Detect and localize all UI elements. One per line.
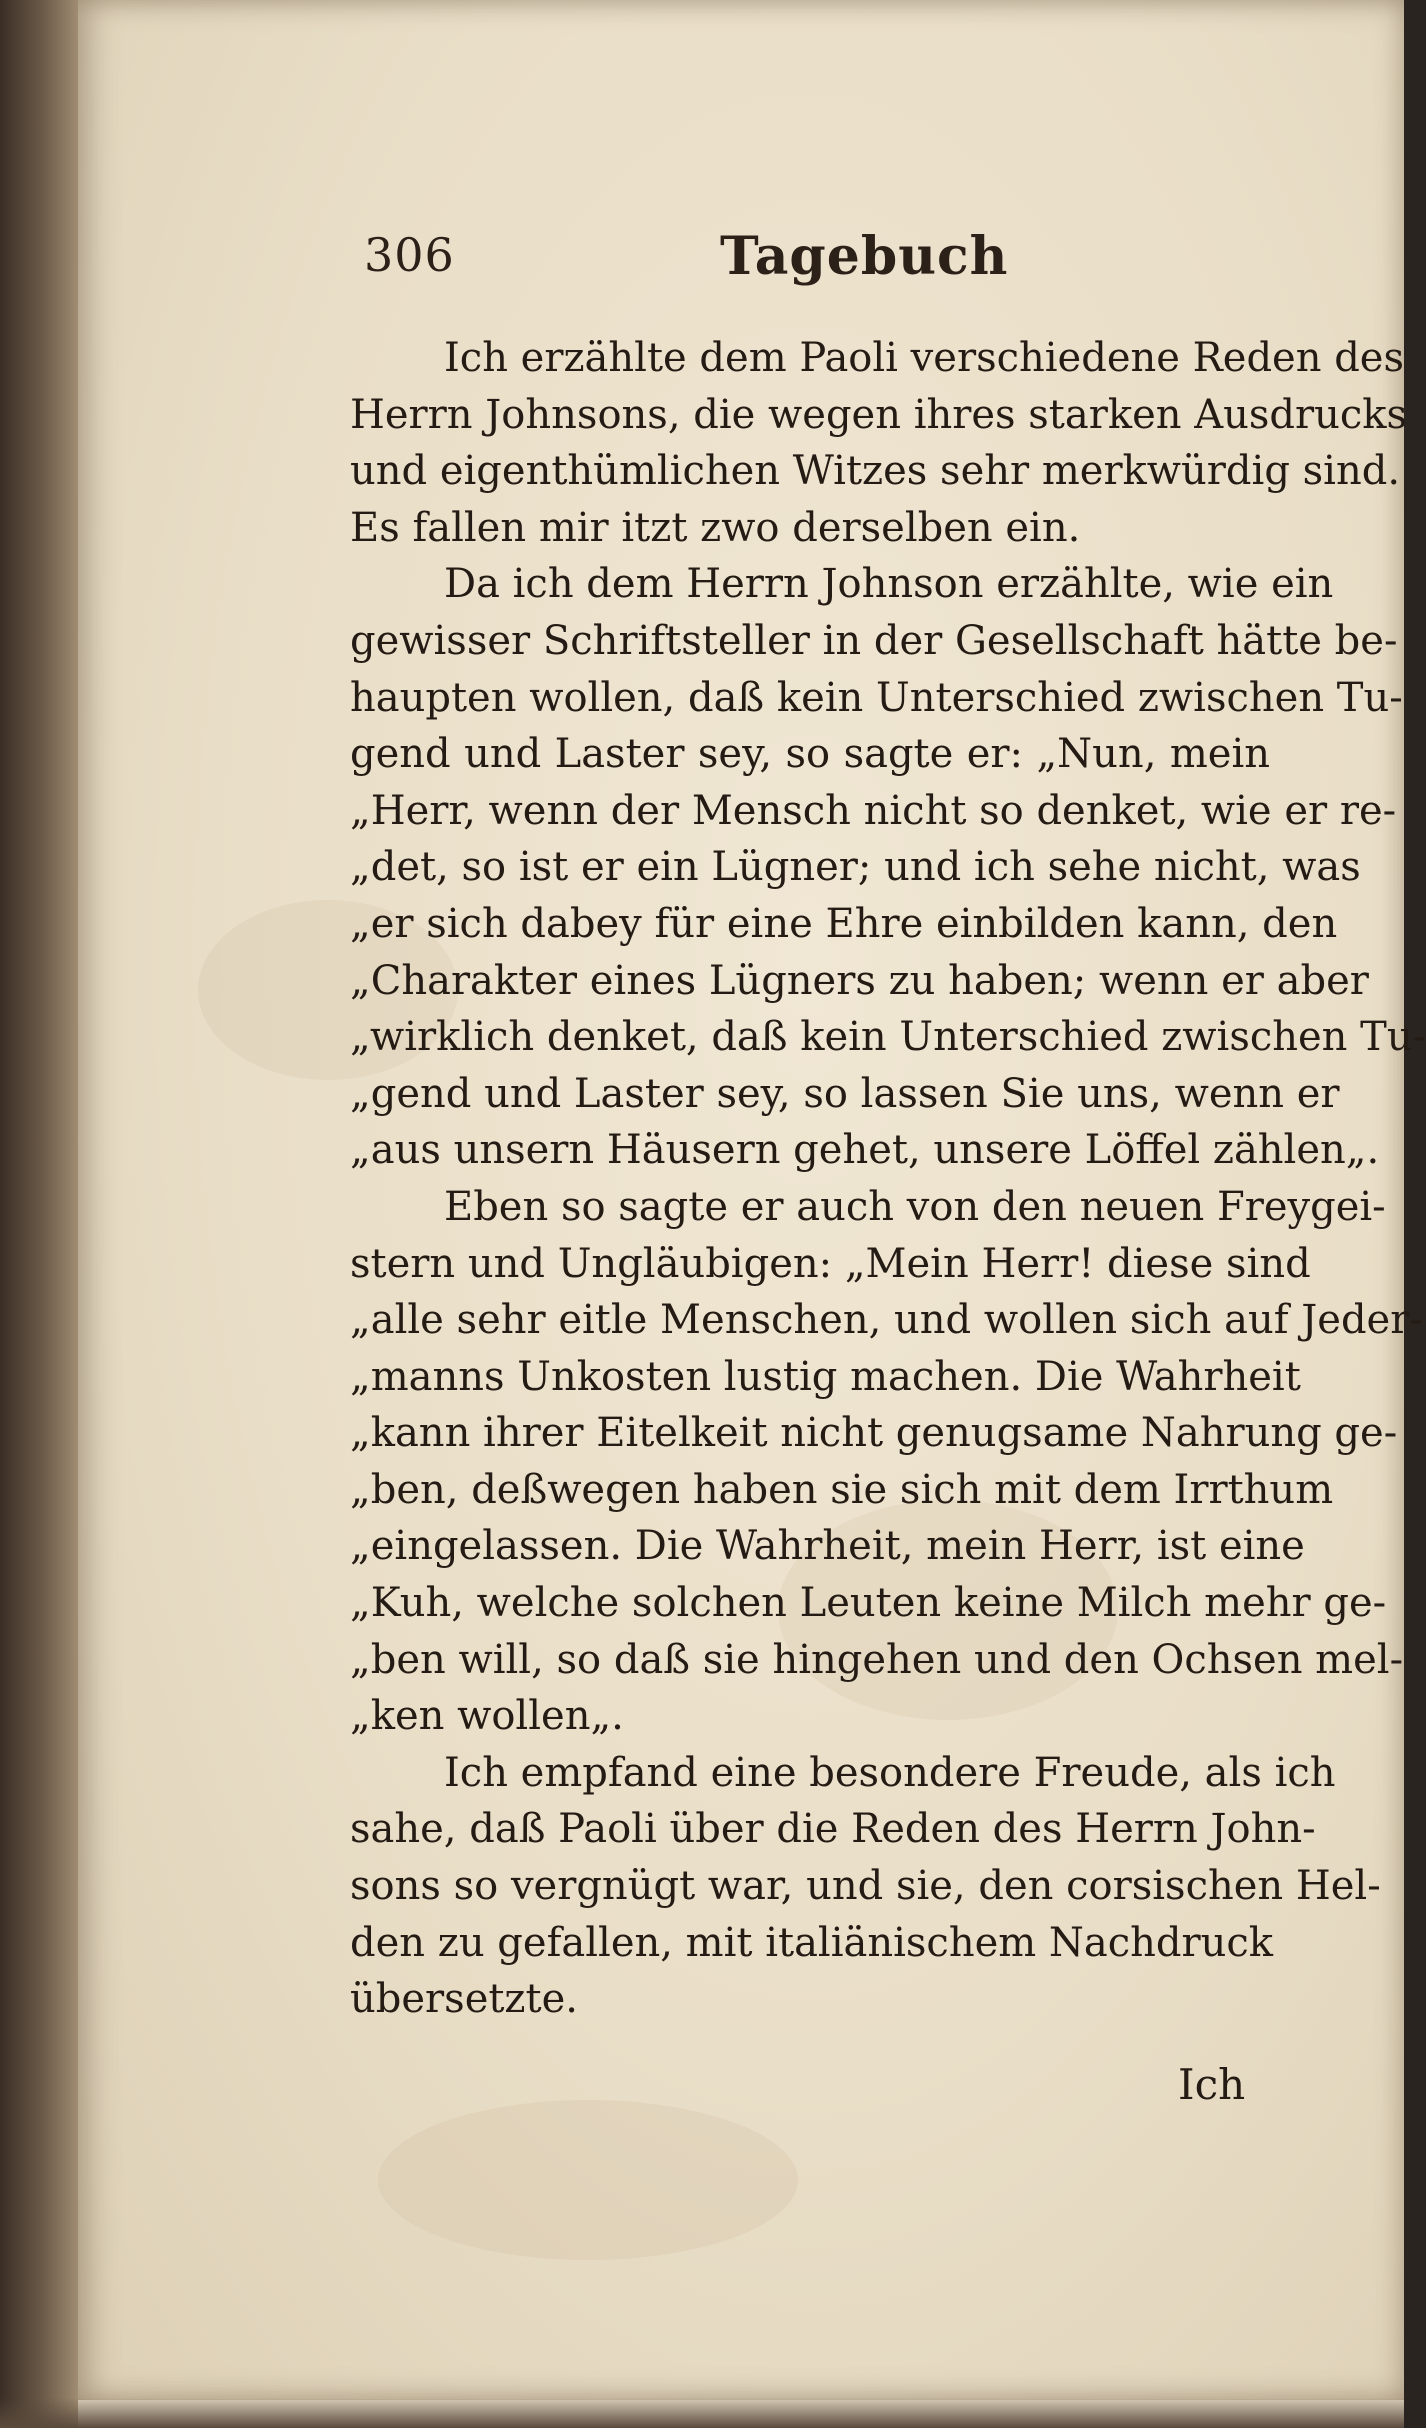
text-line: haupten wollen, daß kein Unterschied zwischen Tu- xyxy=(350,674,1403,721)
text-line: sahe, daß Paoli über die Reden des Herrn John- xyxy=(350,1806,1316,1853)
text-line: „gend und Laster sey, so lassen Sie uns, wenn er xyxy=(350,1070,1340,1117)
text-line: „ben will, so daß sie hingehen und den Ochsen mel- xyxy=(350,1636,1404,1683)
text-line: „det, so ist er ein Lügner; und ich sehe nicht, was xyxy=(350,844,1361,891)
running-head: Tagebuch xyxy=(720,226,1009,287)
text-line: Da ich dem Herrn Johnson erzählte, wie ein xyxy=(444,561,1334,608)
text-line: „ken wollen„. xyxy=(350,1693,624,1740)
text-line: „aus unsern Häusern gehet, unsere Löffel zählen„. xyxy=(350,1127,1380,1174)
text-line: und eigenthümlichen Witzes sehr merkwürdig sind. xyxy=(350,448,1401,495)
text-line: Ich erzählte dem Paoli verschiedene Reden des xyxy=(444,335,1404,381)
text-line: „manns Unkosten lustig machen. Die Wahrheit xyxy=(350,1353,1301,1400)
text-line: übersetzte. xyxy=(350,1976,578,2023)
body-text xyxy=(350,330,1426,2028)
page-bottom-edge xyxy=(0,2398,1404,2428)
text-line: „alle sehr eitle Menschen, und wollen sich auf Jeder- xyxy=(350,1297,1423,1344)
text-line: den zu gefallen, mit italiänischem Nachdruck xyxy=(350,1919,1274,1966)
page-number: 306 xyxy=(364,228,455,282)
book-spine-edge xyxy=(0,0,78,2428)
text-line: „Kuh, welche solchen Leuten keine Milch mehr ge- xyxy=(350,1580,1387,1627)
text-line: Eben so sagte er auch von den neuen Freygei- xyxy=(444,1183,1386,1230)
text-line: Ich empfand eine besondere Freude, als ich xyxy=(444,1749,1336,1796)
paper-stain xyxy=(378,2100,798,2260)
text-line: „Herr, wenn der Mensch nicht so denket, wie er re- xyxy=(350,787,1397,834)
text-line: „eingelassen. Die Wahrheit, mein Herr, ist eine xyxy=(350,1523,1305,1570)
text-line: gewisser Schriftsteller in der Gesellschaft hätte be- xyxy=(350,617,1398,664)
catchword: Ich xyxy=(1178,2060,1246,2109)
text-line: Es fallen mir itzt zwo derselben ein. xyxy=(350,504,1081,551)
text-line: „kann ihrer Eitelkeit nicht genugsame Nahrung ge- xyxy=(350,1410,1398,1457)
text-line: gend und Laster sey, so sagte er: „Nun, mein xyxy=(350,731,1270,778)
text-line: „Charakter eines Lügners zu haben; wenn er aber xyxy=(350,957,1369,1004)
text-line: stern und Ungläubigen: „Mein Herr! diese sind xyxy=(350,1240,1311,1287)
text-line: sons so vergnügt war, und sie, den corsischen Hel- xyxy=(350,1863,1381,1910)
text-line: „wirklich denket, daß kein Unterschied zwischen Tu- xyxy=(350,1014,1426,1061)
text-line: „ben, deßwegen haben sie sich mit dem Irrthum xyxy=(350,1466,1334,1513)
text-line: Herrn Johnsons, die wegen ihres starken Ausdrucks xyxy=(350,391,1408,438)
text-line: „er sich dabey für eine Ehre einbilden kann, den xyxy=(350,900,1338,947)
